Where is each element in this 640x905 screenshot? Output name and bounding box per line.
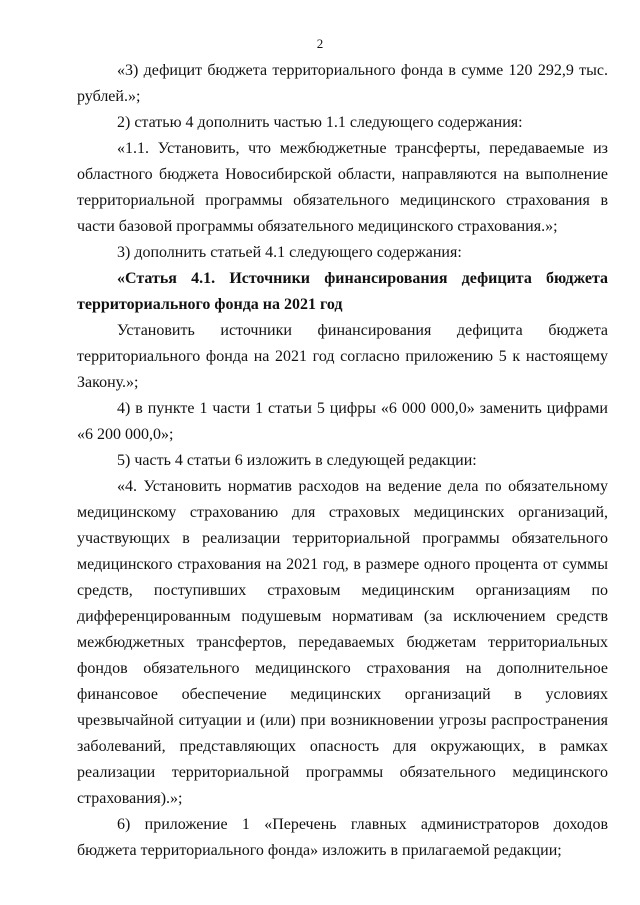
- document-body: [77, 58, 608, 864]
- paragraph-add-article-4-1: 3) дополнить статьей 4.1 следующего содержания:: [117, 244, 462, 261]
- paragraph-article-6-amendment: 5) часть 4 статьи 6 изложить в следующей редакции:: [117, 452, 477, 469]
- paragraph-deficit-amount: «3) дефицит бюджета территориального фонда в сумме 120 292,9 тыс. рублей.»;: [77, 62, 608, 105]
- paragraph-expense-norm: «4. Установить норматив расходов на ведение дела по обязательному медицинскому страхованию для страховых медицинских организаций, участвующих в реализации территориальной программы обязательного медицинского страхования на 2021 год, в размере одного процента от суммы средств, поступивших страховым медицинским организациям по дифференцированным подушевым нормативам (за исключением средств межбюджетных трансфертов, передаваемых бюджетам территориальных фондов обязательного медицинского страхования на дополнительное финансовое обеспечение медицинских организаций в условиях чрезвычайной ситуации и (или) при возникновении угрозы распространения заболеваний, представляющих опасность для окружающих, в рамках реализации территориальной программы обязательного медицинского страхования).»;: [77, 478, 608, 807]
- paragraph-article-5-amendment: 4) в пункте 1 части 1 статьи 5 цифры «6 000 000,0» заменить цифрами «6 200 000,0»;: [77, 400, 608, 443]
- paragraph-deficit-sources: Установить источники финансирования дефицита бюджета территориального фонда на 2021 год согласно приложению 5 к настоящему Закону.»;: [77, 322, 608, 391]
- paragraph-part-1-1: «1.1. Установить, что межбюджетные трансферты, передаваемые из областного бюджета Новосибирской области, направляются на выполнение территориальной программы обязательного медицинского страхования в части базовой программы обязательного медицинского страхования.»;: [77, 140, 608, 235]
- paragraph-article-4-amendment: 2) статью 4 дополнить частью 1.1 следующего содержания:: [117, 114, 523, 131]
- article-4-1-heading: «Статья 4.1. Источники финансирования дефицита бюджета территориального фонда на 2021 год: [77, 270, 608, 313]
- page-number: 2: [316, 36, 324, 51]
- paragraph-appendix-1: 6) приложение 1 «Перечень главных администраторов доходов бюджета территориального фонда» изложить в прилагаемой редакции;: [77, 816, 608, 859]
